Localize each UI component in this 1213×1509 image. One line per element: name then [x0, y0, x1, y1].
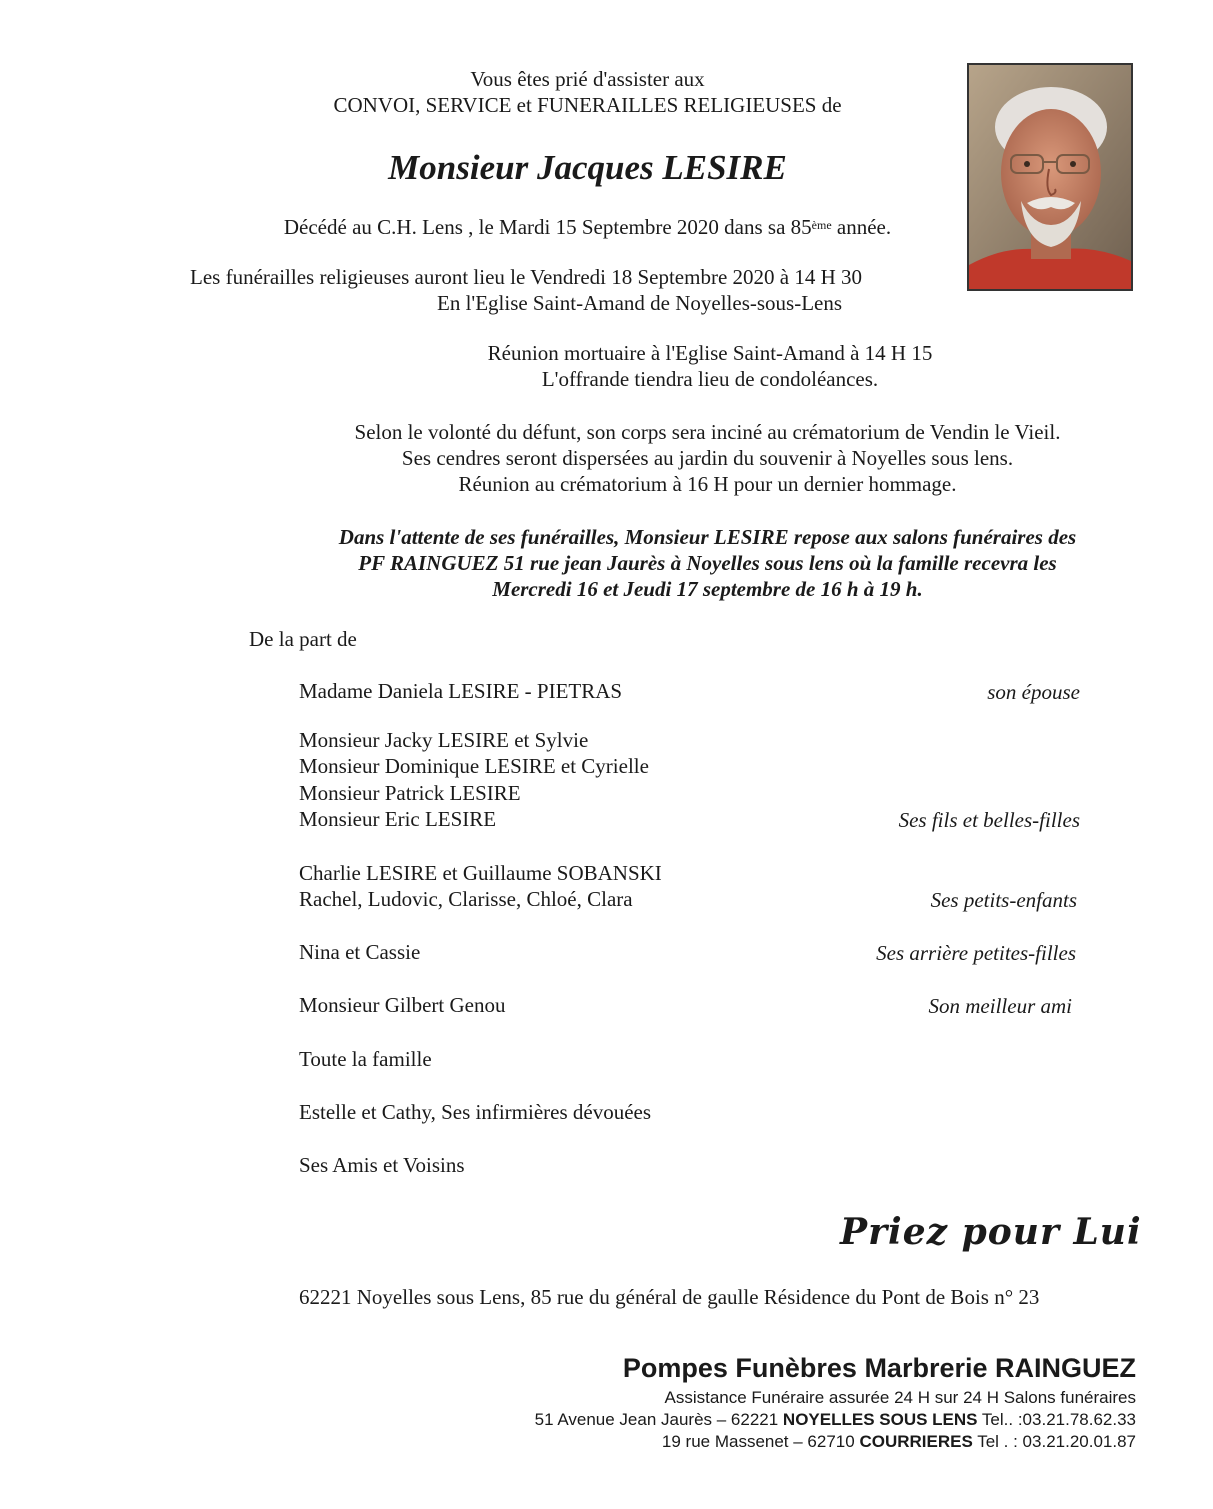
portrait-image	[969, 65, 1131, 289]
repose-info	[290, 524, 1125, 602]
grandchild-name: Rachel, Ludovic, Clarisse, Chloé, Clara	[299, 887, 633, 911]
from-label: De la part de	[249, 627, 357, 651]
whole-family: Toute la famille	[299, 1047, 432, 1071]
address-2-street: 19 rue Massenet – 62710	[661, 1432, 860, 1451]
address-2-city: COURRIERES	[859, 1432, 973, 1451]
son-name: Monsieur Jacky LESIRE et Sylvie	[299, 728, 589, 752]
meeting-line-2: L'offrande tiendra lieu de condoléances.	[541, 367, 879, 391]
address-1-street: 51 Avenue Jean Jaurès – 62221	[534, 1410, 783, 1429]
friends-neighbors: Ses Amis et Voisins	[299, 1153, 465, 1177]
repose-line-2: PF RAINGUEZ 51 rue jean Jaurès à Noyelles sous lens où la famille recevra les	[358, 551, 1057, 575]
invitation-line-1: Vous êtes prié d'assister aux	[470, 67, 705, 91]
funeral-home-name: Pompes Funèbres Marbrerie RAINGUEZ	[622, 1353, 1136, 1383]
nurses: Estelle et Cathy, Ses infirmières dévouées	[299, 1100, 652, 1124]
friend-name: Monsieur Gilbert Genou	[299, 993, 506, 1017]
sons-relation: Ses fils et belles-filles	[898, 808, 1080, 832]
meeting-info	[400, 340, 1020, 392]
invitation-line-2: CONVOI, SERVICE et FUNERAILLES RELIGIEUSES de	[333, 93, 842, 117]
address-1-phone: Tel.. :03.21.78.62.33	[977, 1410, 1136, 1429]
funeral-home-address-1	[535, 1409, 1136, 1430]
spouse-relation: son épouse	[987, 680, 1080, 704]
cremation-line-1: Selon le volonté du défunt, son corps sera inciné au crématorium de Vendin le Vieil.	[354, 420, 1061, 444]
funeral-home-service: Assistance Funéraire assurée 24 H sur 24 H Salons funéraires	[664, 1388, 1136, 1407]
address-1-city: NOYELLES SOUS LENS	[782, 1410, 978, 1429]
cremation-line-3: Réunion au crématorium à 16 H pour un dernier hommage.	[458, 472, 957, 496]
deceased-name: Monsieur Jacques LESIRE	[388, 148, 787, 187]
son-name: Monsieur Dominique LESIRE et Cyrielle	[299, 754, 649, 778]
grandchildren-relation: Ses petits-enfants	[930, 888, 1077, 912]
address-2-phone: Tel . : 03.21.20.01.87	[972, 1432, 1136, 1451]
grandchild-name: Charlie LESIRE et Guillaume SOBANSKI	[299, 861, 662, 885]
funeral-home-address-2	[662, 1431, 1136, 1452]
repose-line-1: Dans l'attente de ses funérailles, Monsieur LESIRE repose aux salons funéraires des	[338, 525, 1077, 549]
death-superscript: ème	[811, 218, 832, 232]
cremation-line-2: Ses cendres seront dispersées au jardin du souvenir à Noyelles sous lens.	[401, 446, 1014, 470]
death-notice	[200, 214, 975, 240]
funeral-line-2: En l'Eglise Saint-Amand de Noyelles-sous-Lens	[437, 291, 843, 315]
invitation-header	[200, 66, 975, 118]
death-text-end: année.	[831, 215, 892, 239]
death-text: Décédé au C.H. Lens , le Mardi 15 Septembre 2020 dans sa 85	[283, 215, 812, 239]
repose-line-3: Mercredi 16 et Jeudi 17 septembre de 16 h à 19 h.	[492, 577, 923, 601]
spouse-name: Madame Daniela LESIRE - PIETRAS	[299, 679, 623, 703]
son-name: Monsieur Eric LESIRE	[299, 807, 497, 831]
great-grandchildren-relation: Ses arrière petites-filles	[876, 941, 1076, 965]
meeting-line-1: Réunion mortuaire à l'Eglise Saint-Amand à 14 H 15	[487, 341, 933, 365]
home-address: 62221 Noyelles sous Lens, 85 rue du général de gaulle Résidence du Pont de Bois n° 23	[299, 1285, 1040, 1309]
closing-prayer: Priez pour Lui	[840, 1211, 1142, 1253]
friend-relation: Son meilleur ami	[928, 994, 1072, 1018]
funeral-line-1: Les funérailles religieuses auront lieu le Vendredi 18 Septembre 2020 à 14 H 30	[190, 265, 863, 289]
great-grandchildren-name: Nina et Cassie	[299, 940, 421, 964]
son-name: Monsieur Patrick LESIRE	[299, 781, 521, 805]
cremation-info	[300, 419, 1115, 497]
portrait-photo	[967, 63, 1133, 291]
